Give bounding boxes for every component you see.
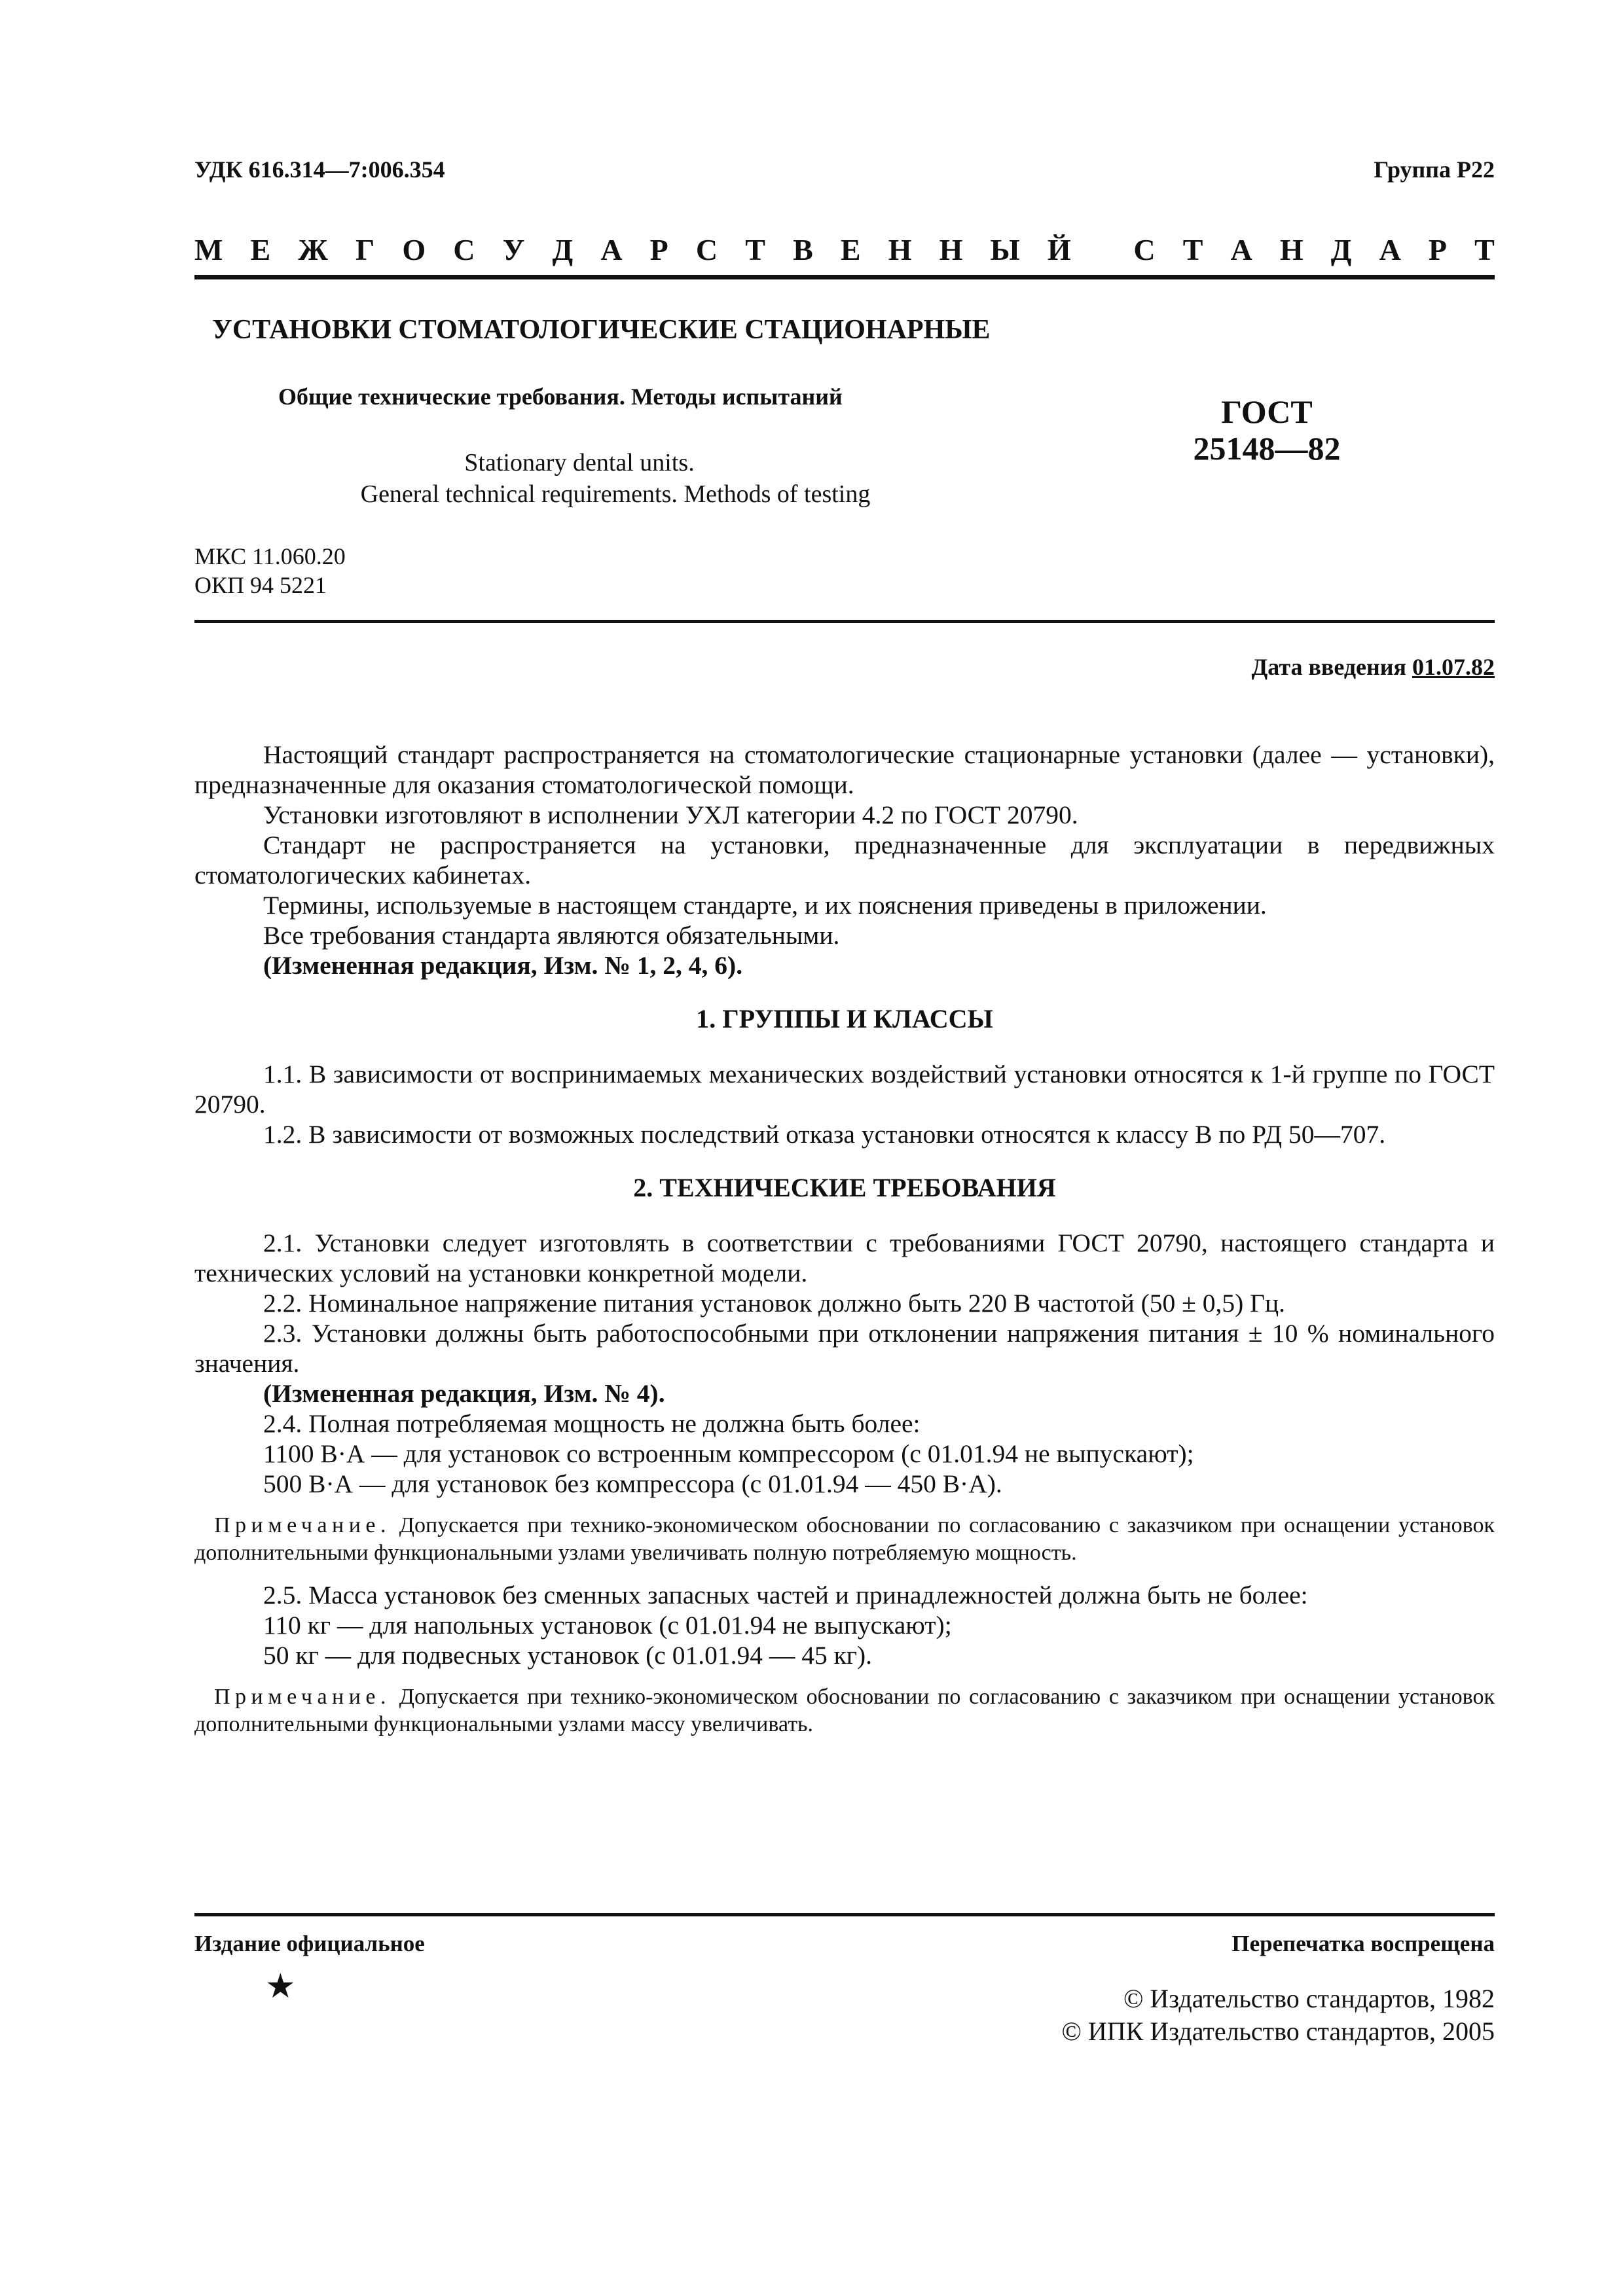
- banner-letter: Ж: [298, 233, 328, 266]
- banner-letter: Й: [1047, 233, 1071, 266]
- note-2: [194, 1683, 1495, 1738]
- gost-number: 25148—82: [1193, 430, 1341, 467]
- section-1-heading: 1. ГРУППЫ И КЛАССЫ: [696, 1004, 993, 1033]
- english-title-line1: Stationary dental units.: [464, 449, 695, 476]
- clause-2-4-item: 500 В·А — для установок без компрессора (с 01.01.94 — 450 В·А).: [263, 1469, 1002, 1498]
- paragraph: Настоящий стандарт распространяется на стоматологические стационарные установки (далее — установки), предназначенные для оказания стоматологической помощи.: [194, 740, 1495, 799]
- banner-letter: Н: [1279, 233, 1304, 266]
- classification-codes: [194, 542, 346, 600]
- banner-letter: Т: [745, 233, 765, 266]
- footer-rule: [194, 1913, 1495, 1916]
- paragraph: Термины, используемые в настоящем стандарте, и их пояснения приведены в приложении.: [263, 891, 1267, 920]
- clause-1-2: 1.2. В зависимости от возможных последствий отказа установки относятся к классу В по РД 50—707.: [263, 1120, 1386, 1149]
- interstate-standard-banner: [194, 232, 1495, 267]
- banner-letter: Д: [1330, 233, 1352, 266]
- clause-2-5: 2.5. Масса установок без сменных запасных частей и принадлежностей должна быть не более:: [263, 1581, 1308, 1609]
- paragraph: Установки изготовляют в исполнении УХЛ категории 4.2 по ГОСТ 20790.: [263, 800, 1078, 829]
- reprint-prohibited: Перепечатка воспрещена: [1231, 1931, 1495, 1956]
- clause-2-4: 2.4. Полная потребляемая мощность не должна быть более:: [263, 1409, 921, 1438]
- note-text: Допускается при технико-экономическом обосновании по согласованию с заказчиком при оснащении установок дополнительными функциональными узлами массу увеличивать.: [194, 1685, 1495, 1736]
- introduction-date: [1252, 653, 1495, 681]
- banner-letter: Н: [939, 233, 963, 266]
- banner-letter: Н: [888, 233, 912, 266]
- banner-letter: Г: [355, 233, 375, 266]
- clause-1-1: 1.1. В зависимости от воспринимаемых механических воздействий установки относятся к 1-й группе по ГОСТ 20790.: [194, 1060, 1495, 1119]
- banner-letter: С: [695, 233, 718, 266]
- group-code: Группа Р22: [1374, 156, 1495, 183]
- date-label: Дата введения: [1251, 654, 1406, 680]
- banner-letter: В: [793, 233, 813, 266]
- banner-letter: У: [502, 233, 525, 266]
- english-title-line2: General technical requirements. Methods of testing: [360, 480, 871, 508]
- banner-letter: С: [1133, 233, 1156, 266]
- udk-code: УДК 616.314—7:006.354: [194, 156, 445, 183]
- note-label: Примечание.: [214, 1685, 391, 1709]
- note-1: [194, 1512, 1495, 1567]
- section-2-heading: 2. ТЕХНИЧЕСКИЕ ТРЕБОВАНИЯ: [633, 1173, 1056, 1202]
- document-title: УСТАНОВКИ СТОМАТОЛОГИЧЕСКИЕ СТАЦИОНАРНЫЕ: [212, 315, 991, 345]
- banner-letter: О: [402, 233, 426, 266]
- mks-code: МКС 11.060.20: [194, 543, 346, 569]
- banner-letter: Т: [1182, 233, 1203, 266]
- banner-letter: А: [1379, 233, 1401, 266]
- banner-letter: А: [1230, 233, 1252, 266]
- clause-2-3: 2.3. Установки должны быть работоспособными при отклонении напряжения питания ± 10 % номинального значения.: [194, 1319, 1495, 1378]
- official-edition: Издание официальное: [194, 1931, 425, 1956]
- star-icon: ★: [265, 1968, 296, 2005]
- clause-2-1: 2.1. Установки следует изготовлять в соответствии с требованиями ГОСТ 20790, настоящего стандарта и технических условий на установки конкретной модели.: [194, 1229, 1495, 1287]
- banner-letter: М: [194, 233, 223, 266]
- banner-letter: Р: [649, 233, 668, 266]
- banner-rule: [194, 275, 1495, 279]
- date-value: 01.07.82: [1412, 654, 1495, 680]
- banner-letter: Т: [1474, 233, 1495, 266]
- clause-2-4-item: 1100 В·А — для установок со встроенным компрессором (с 01.01.94 не выпускают);: [263, 1439, 1194, 1468]
- banner-letter: Е: [250, 233, 271, 266]
- amendment-note: (Измененная редакция, Изм. № 4).: [263, 1379, 665, 1408]
- clause-2-2: 2.2. Номинальное напряжение питания установок должно быть 220 В частотой (50 ± 0,5) Гц.: [263, 1289, 1285, 1318]
- okp-code: ОКП 94 5221: [194, 572, 327, 598]
- amendment-note: (Измененная редакция, Изм. № 1, 2, 4, 6).: [263, 951, 743, 980]
- banner-letter: Р: [1428, 233, 1448, 266]
- note-text: Допускается при технико-экономическом обосновании по согласованию с заказчиком при оснащении установок дополнительными функциональными узлами увеличивать полную потребляемую мощность.: [194, 1513, 1495, 1565]
- clause-2-5-item: 110 кг — для напольных установок (с 01.01.94 не выпускают);: [263, 1611, 952, 1640]
- note-label: Примечание.: [214, 1513, 391, 1537]
- document-body: [194, 740, 1495, 1738]
- banner-gap: [1099, 232, 1106, 267]
- copyright-1982: © Издательство стандартов, 1982: [1123, 1984, 1495, 2013]
- document-subtitle: Общие технические требования. Методы испытаний: [278, 384, 843, 410]
- paragraph: Все требования стандарта являются обязательными.: [263, 921, 840, 950]
- gost-label: ГОСТ: [1221, 393, 1313, 430]
- paragraph: Стандарт не распространяется на установки, предназначенные для эксплуатации в передвижных стоматологических кабинетах.: [194, 831, 1495, 889]
- banner-letter: Д: [552, 233, 574, 266]
- copyright-2005: © ИПК Издательство стандартов, 2005: [1061, 2017, 1495, 2046]
- banner-letter: А: [600, 233, 623, 266]
- banner-letter: С: [453, 233, 475, 266]
- clause-2-5-item: 50 кг — для подвесных установок (с 01.01.94 — 45 кг).: [263, 1641, 872, 1670]
- banner-letter: Ы: [990, 233, 1020, 266]
- banner-letter: Е: [840, 233, 861, 266]
- header-rule: [194, 620, 1495, 623]
